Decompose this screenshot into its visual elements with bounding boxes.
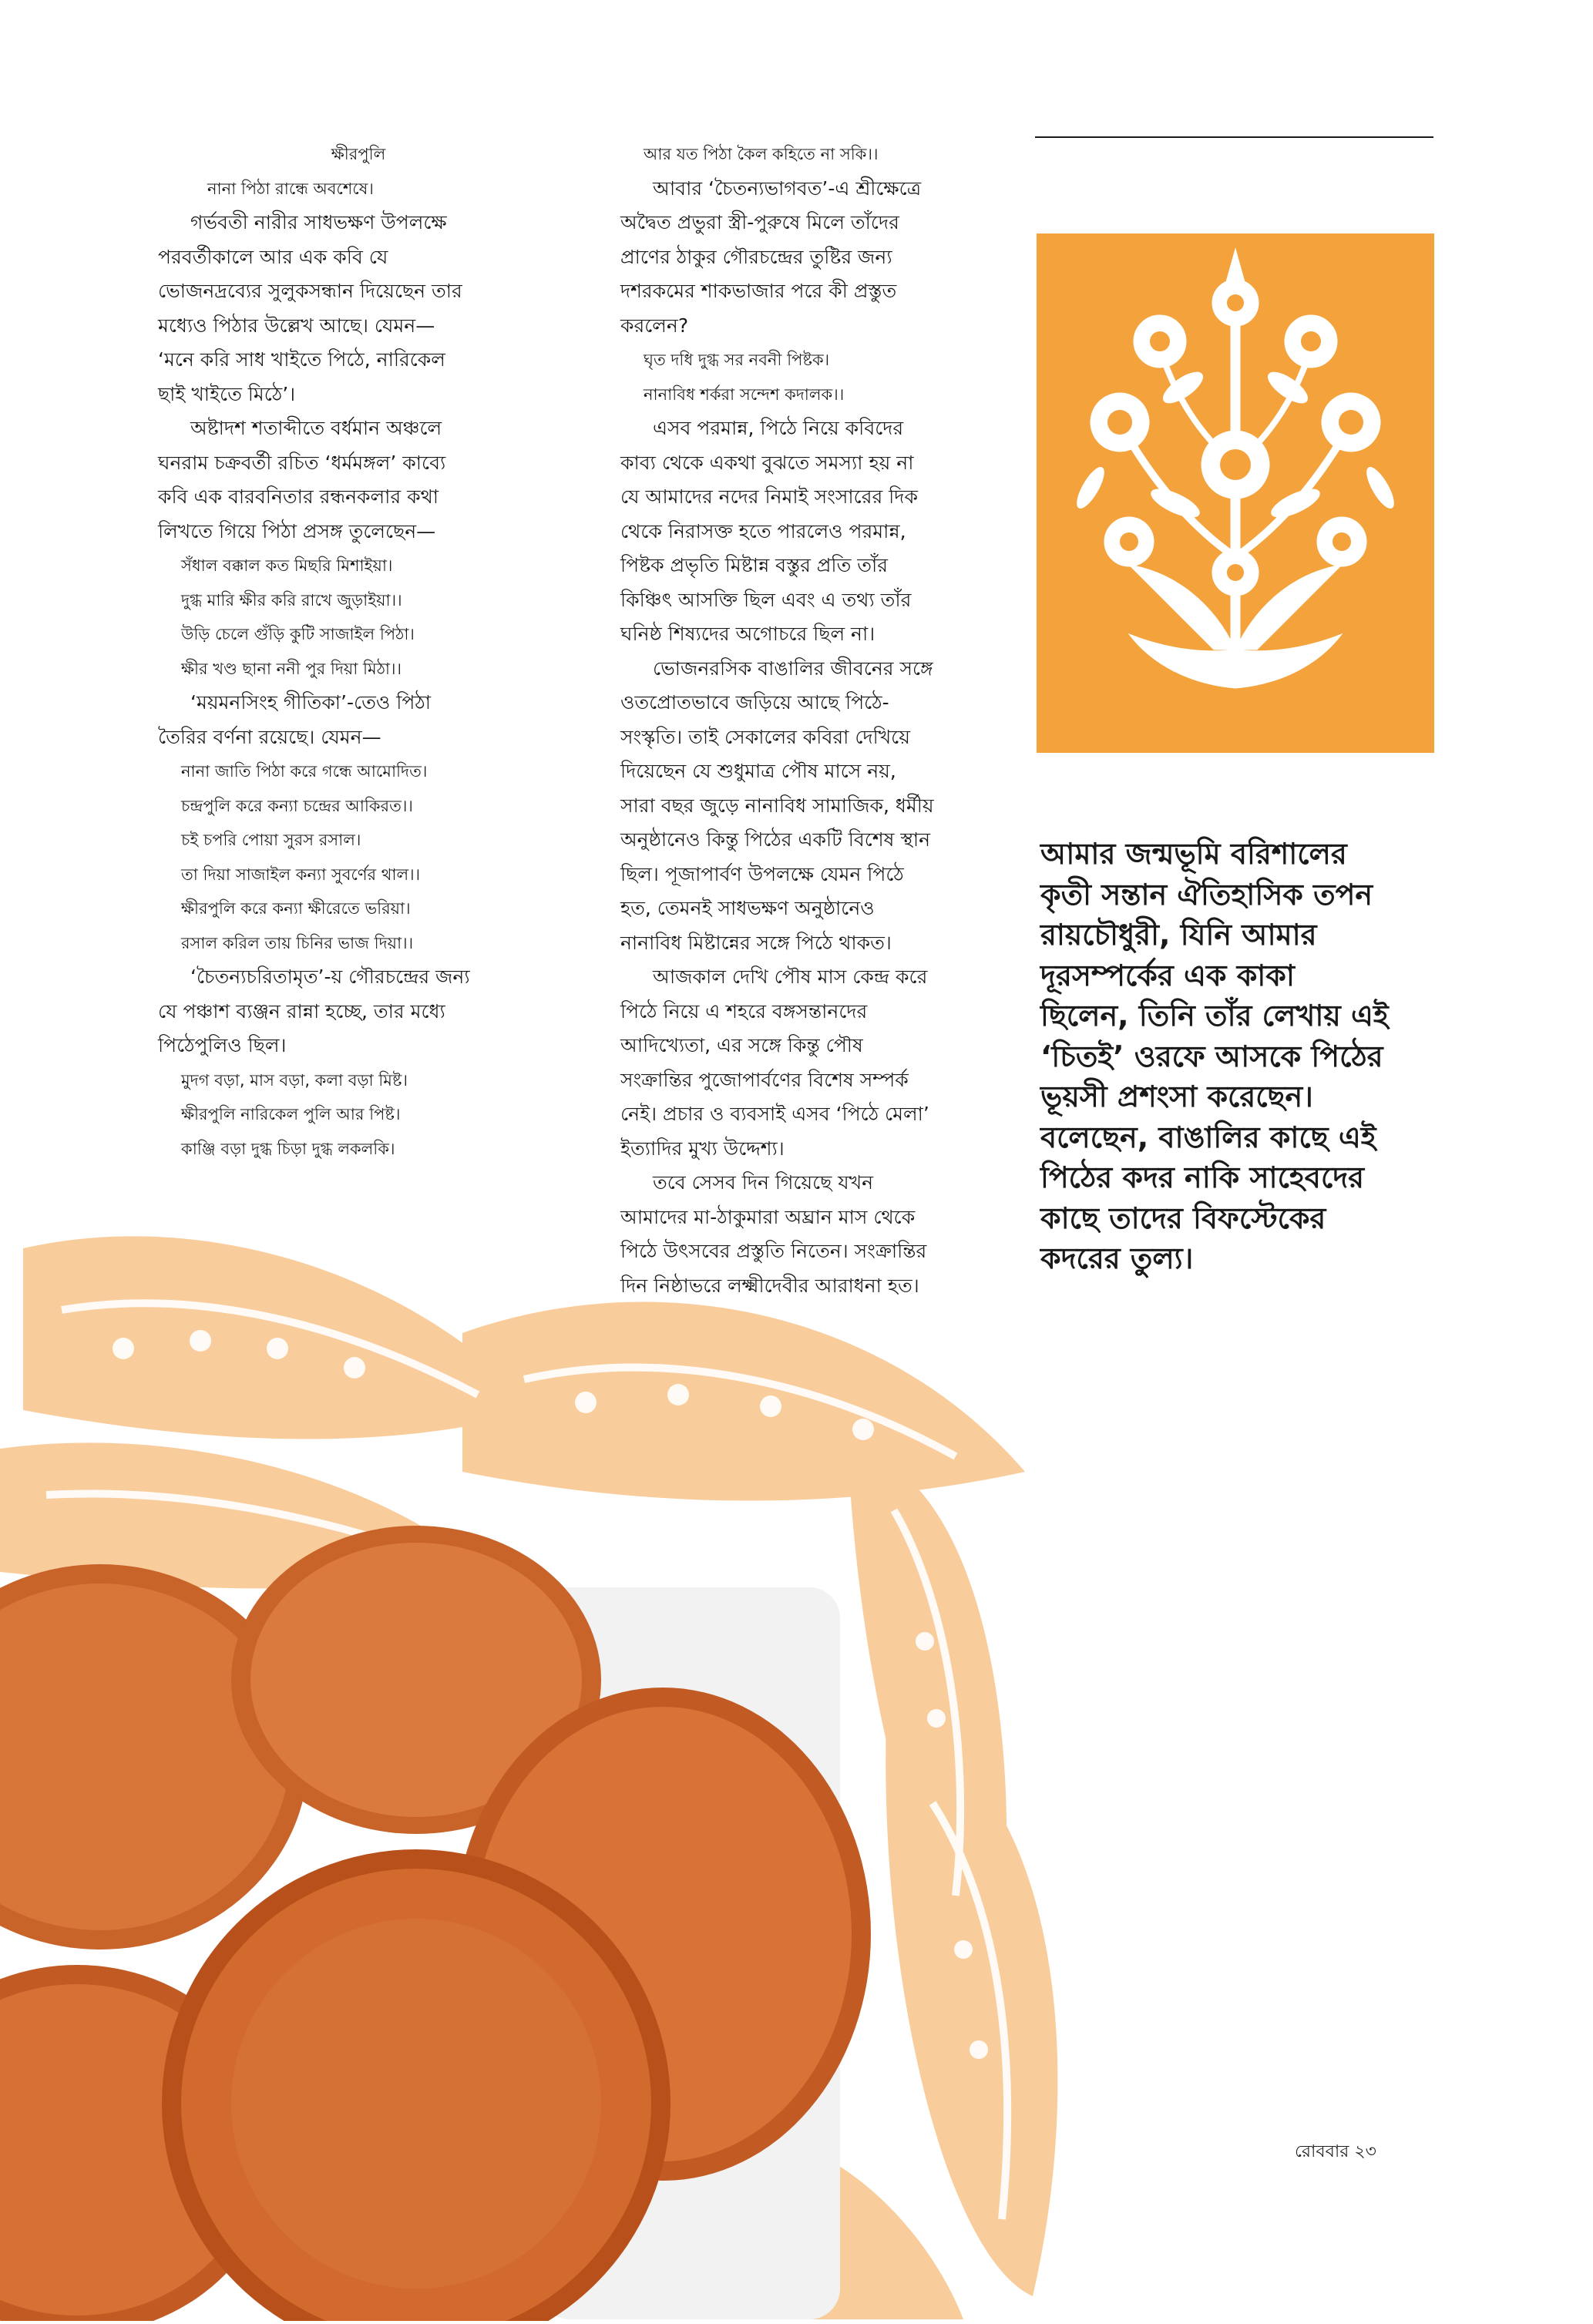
body-line: দশরকমের শাকভাজার পরে কী প্রস্তুত (620, 280, 897, 302)
body-line: দিয়েছেন যে শুধুমাত্র পৌষ মাসে নয়, (620, 760, 896, 782)
pull-quote-line: কদরের তুল্য। (1040, 1241, 1194, 1275)
body-line: কাব্য থেকে একথা বুঝতে সমস্যা হয় না (620, 451, 914, 474)
body-line: ছিল। পূজাপার্বণ উপলক্ষে যেমন পিঠে (620, 862, 904, 885)
body-line: ইত্যাদির মুখ্য উদ্দেশ্য। (620, 1137, 785, 1160)
verse-line: নানা জাতি পিঠা করে গন্ধে আমোদিত। (181, 762, 428, 781)
alpana-pattern-and-pitha-image (0, 1217, 1433, 2321)
verse-line: মুদগ বড়া, মাস বড়া, কলা বড়া মিষ্ট। (181, 1070, 408, 1090)
body-line: লিখতে গিয়ে পিঠা প্রসঙ্গ তুলেছেন— (158, 519, 436, 542)
floral-motif-box (1037, 233, 1434, 753)
page-folio: রোববার ২৩ (1295, 2142, 1376, 2161)
body-line: প্রাণের ঠাকুর গৌরচন্দ্রের তুষ্টির জন্য (620, 245, 892, 268)
body-line: কবি এক বারবনিতার রন্ধনকলার কথা (158, 485, 439, 508)
pull-quote-line: কাছে তাদের বিফস্টেকের (1040, 1201, 1326, 1235)
body-line: আজকাল দেখি পৌষ মাস কেন্দ্র করে (653, 966, 928, 988)
body-line: পরবর্তীকালে আর এক কবি যে (158, 245, 388, 268)
pull-quote-line: ‘চিতই’ ওরফে আসকে পিঠের (1040, 1039, 1383, 1073)
body-line: সংস্কৃতি। তাই সেকালের কবিরা দেখিয়ে (620, 725, 910, 748)
pull-quote-line: বলেছেন, বাঙালির কাছে এই (1040, 1120, 1376, 1154)
verse-line: দুগ্ধ মারি ক্ষীর করি রাখে জুড়াইয়া।। (181, 590, 402, 610)
body-line: আমাদের মা-ঠাকুমারা অঘ্রান মাস থেকে (620, 1205, 916, 1228)
body-line: সংক্রান্তির পুজোপার্বণের বিশেষ সম্পর্ক (620, 1068, 909, 1091)
body-line: আবার ‘চৈতন্যভাগবত’-এ শ্রীক্ষেত্রে (653, 176, 922, 200)
verse-line: তা দিয়া সাজাইল কন্যা সুবর্ণের থাল।। (181, 865, 421, 884)
body-line: অষ্টাদশ শতাব্দীতে বর্ধমান অঞ্চলে (190, 417, 442, 439)
body-line: গর্ভবতী নারীর সাধভক্ষণ উপলক্ষে (190, 211, 447, 233)
verse-line: ক্ষীর খণ্ড ছানা ননী পুর দিয়া মিঠা।। (181, 659, 402, 678)
body-line: ‘মনে করি সাধ খাইতে পিঠে, নারিকেল (158, 348, 445, 371)
body-line: যে আমাদের নদের নিমাই সংসারের দিক (620, 485, 918, 508)
body-line: করলেন? (620, 314, 689, 337)
pull-quote (1040, 834, 1441, 1279)
verse-line: ঘৃত দধি দুগ্ধ সর নবনী পিষ্টক। (644, 351, 830, 369)
verse-line: নানাবিধ শর্করা সন্দেশ কদালক।। (644, 385, 845, 404)
body-line: থেকে নিরাসক্ত হতে পারলেও পরমান্ন, (620, 519, 906, 542)
floral-motif-icon (1037, 233, 1434, 753)
body-line: তৈরির বর্ণনা রয়েছে। যেমন— (158, 725, 381, 748)
top-rule (1035, 136, 1433, 138)
verse-line: ক্ষীরপুলি করে কন্যা ক্ষীরেতে ভরিয়া। (181, 899, 411, 918)
verse-line: চন্দ্রপুলি করে কন্যা চন্দ্রের আকিরত।। (181, 796, 413, 815)
body-line: ভোজনদ্রব্যের সুলুকসন্ধান দিয়েছেন তার (158, 280, 462, 302)
body-line: পিষ্টক প্রভৃতি মিষ্টান্ন বস্তুর প্রতি তাঁর (620, 554, 889, 576)
body-line: এসব পরমান্ন, পিঠে নিয়ে কবিদের (653, 417, 904, 439)
body-line: তবে সেসব দিন গিয়েছে যখন (653, 1171, 874, 1194)
body-line: পিঠেপুলিও ছিল। (158, 1034, 287, 1056)
body-line: ঘনরাম চক্রবর্তী রচিত ‘ধর্মমঙ্গল’ কাব্যে (158, 451, 446, 474)
body-line: নেই। প্রচার ও ব্যবসাই এসব ‘পিঠে মেলা’ (620, 1103, 929, 1125)
body-line: দিন নিষ্ঠাভরে লক্ষ্মীদেবীর আরাধনা হত। (620, 1274, 919, 1297)
body-line: পিঠে উৎসবের প্রস্তুতি নিতেন। সংক্রান্তির (620, 1240, 927, 1262)
verse-line: উড়ি চেলে গুঁড়ি কুটি সাজাইল পিঠা। (181, 625, 415, 643)
decorative-illustration (0, 1217, 1433, 2324)
body-line: অনুষ্ঠানেও কিন্তু পিঠের একটি বিশেষ স্থান (620, 828, 931, 851)
verse-line: সঁধাল বক্কাল কত মিছরি মিশাইয়া। (181, 556, 393, 575)
verse-line: আর যত পিঠা কৈল কহিতে না সকি।। (644, 145, 879, 163)
verse-line: চই চপরি পোয়া সুরস রসাল। (181, 831, 361, 849)
body-line: ওতপ্রোতভাবে জড়িয়ে আছে পিঠে- (620, 691, 889, 714)
body-line: হত, তেমনই সাধভক্ষণ অনুষ্ঠানেও (620, 897, 875, 919)
body-line: ঘনিষ্ঠ শিষ্যদের অগোচরে ছিল না। (620, 623, 875, 645)
body-line: ছাই খাইতে মিঠে’। (158, 382, 296, 405)
body-line: যে পঞ্চাশ ব্যঞ্জন রান্না হচ্ছে, তার মধ্যে (158, 999, 445, 1023)
verse-line: কাঞ্জি বড়া দুগ্ধ চিড়া দুগ্ধ লকলকি। (181, 1139, 395, 1158)
body-line: নানাবিধ মিষ্টান্নের সঙ্গে পিঠে থাকত। (620, 931, 892, 954)
pull-quote-line: কৃতী সন্তান ঐতিহাসিক তপন (1040, 877, 1373, 912)
article-column-1 (158, 137, 559, 1166)
body-line: মধ্যেও পিঠার উল্লেখ আছে। যেমন— (158, 314, 435, 337)
body-line: কিঞ্চিৎ আসক্তি ছিল এবং এ তথ্য তাঁর (620, 588, 912, 611)
body-line: আদিখ্যেতা, এর সঙ্গে কিন্তু পৌষ (620, 1034, 863, 1056)
verse-line: রসাল করিল তায় চিনির ভাজ দিয়া।। (181, 933, 414, 952)
body-line: সারা বছর জুড়ে নানাবিধ সামাজিক, ধর্মীয় (620, 794, 934, 817)
body-line: ‘ময়মনসিংহ গীতিকা’-তেও পিঠা (190, 691, 432, 714)
pull-quote-line: আমার জন্মভূমি বরিশালের (1040, 837, 1347, 871)
pull-quote-line: দূরসম্পর্কের এক কাকা (1040, 958, 1295, 992)
body-line: পিঠে নিয়ে এ শহরে বঙ্গসন্তানদের (620, 999, 868, 1023)
pull-quote-line: রায়চৌধুরী, যিনি আমার (1040, 918, 1317, 952)
body-line: অদ্বৈত প্রভুরা স্ত্রী-পুরুষে মিলে তাঁদের (620, 211, 899, 233)
pull-quote-line: ভূয়সী প্রশংসা করেছেন। (1040, 1080, 1313, 1113)
verse-line: নানা পিঠা রান্ধে অবশেষে। (207, 179, 374, 198)
body-line: ‘চৈতন্যচরিতামৃত’-য় গৌরচন্দ্রের জন্য (190, 966, 470, 988)
verse-line: ক্ষীরপুলি নারিকেল পুলি আর পিষ্ট। (181, 1105, 401, 1123)
body-line: ভোজনরসিক বাঙালির জীবনের সঙ্গে (653, 657, 933, 680)
pull-quote-line: ছিলেন, তিনি তাঁর লেখায় এই (1040, 999, 1389, 1033)
verse-heading: ক্ষীরপুলি (331, 145, 386, 163)
pull-quote-line: পিঠের কদর নাকি সাহেবদের (1040, 1160, 1365, 1194)
article-column-2 (620, 137, 990, 1303)
